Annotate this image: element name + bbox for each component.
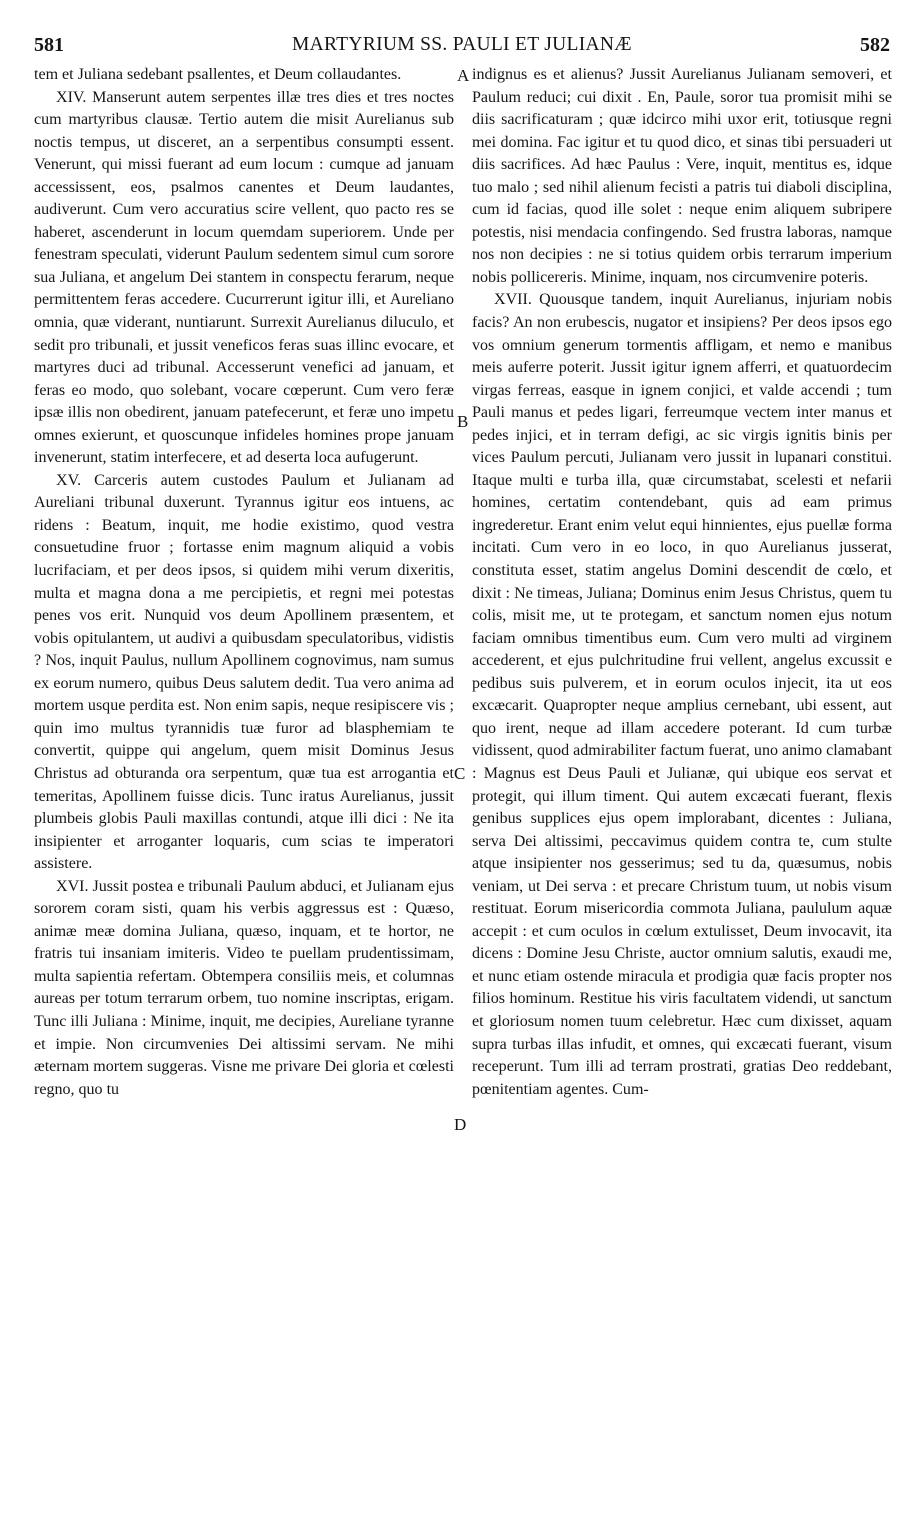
margin-marker-d: D <box>454 1115 467 1134</box>
paragraph-xvii: XVII. Quousque tandem, inquit Aurelianus, injuriam nobis facis? An non erubescis, nugator et insipiens? Per deos ipsos ego vos omnium generum tormentis affligam, et nemo e manibus meis auferre poterit. Jussit igitur ignem afferri, et quatuordecim virgas ferreas, easque in ignem conjici, et valde accendi ; tum Pauli manus et pedes ligari, ferreumque vectem inter manus et pedes injici, et in terram defigi, ac sic virgis ignitis binis per vices Paulum percuti, Julianam vero jussit in lupanari constitui. Itaque multi e turba illa, quæ circumstabat, scelesti et nefarii homines, certatim contendebant, quis ad eam primus ingrederetur. Erant enim velut equi hinnientes, ejus puellæ forma incitati. Cum vero in eo loco, in quo Aurelianus jusserat, constituta esset, statim angelus Domini descendit de cœlo, et dixit : Ne timeas, Juliana; Dominus enim Jesus Christus, quem tu colis, misit me, ut te protegam, et sanctum nomen ejus notum faciam omnibus timentibus eum. Cum vero multi ad virginem accederent, et ejus pulchritudine frui vellent, angelus excussit e pedibus suis pulverem, et in eorum oculos injecit, ita ut eos excæcarit. Quapropter neque amplius cernebant, ubi essent, aut quo irent, neque ad illam accedere poterant. Id cum turbæ vidissent, quod admirabiliter factum fuerat, uno animo clamabant : Magnus est Deus Pauli et Julianæ, qui ubique eos servat et protegit, qui illum timent. Qui autem excæcati fuerant, flexis genibus supplices ejus opem implorabant, dicentes : Juliana, serva Dei altissimi, peccavimus quidem contra te, cum stulte atque insipienter nos gesserimus; sed tu da, quæsumus, nobis veniam, ut Dei serva : et precare Christum tuum, ut nobis visum restituat. Eorum misericordia commota Juliana, paululum aquæ accepit : et cum oculos in cœlum extulisset, Deum invocavit, ita dicens : Domine Jesu Christe, auctor omnium salutis, exaudi me, et nunc etiam ostende miracula et prodigia quæ facis propter nos filios hominum. Restitue his viris facultatem videndi, ut sanctum et gloriosum nomen tuum celebretur. Hæc cum dixisset, aquam supra turbas illas infudit, et omnes, qui excæcati fuerant, visum receperunt. Tum illi ad terram prostrati, gratias Deo reddebant, pœnitentiam agentes. Cum- <box>472 291 892 1098</box>
paragraph-continuation: tem et Juliana sedebant psallentes, et Deum collaudantes. <box>34 66 402 83</box>
page-number-left: 581 <box>34 34 64 56</box>
margin-marker-a: A <box>457 66 470 85</box>
left-column <box>34 64 454 1101</box>
margin-marker-c: C <box>454 764 466 783</box>
margin-marker-b: B <box>457 412 469 431</box>
running-title: MARTYRIUM SS. PAULI ET JULIANÆ <box>292 34 632 55</box>
paragraph-xv: XV. Carceris autem custodes Paulum et Julianam ad Aureliani tribunal duxerunt. Tyrannus igitur eos intuens, ac ridens : Beatum, inquit, me hodie existimo, quod vestra consuetudine fruor ; fortasse enim magnum aliquid a vobis lucrifaciam, et per deos ipsos, si quidem mihi verum dixeritis, multa et magna dona a me percipietis, et regni mei potestas penes vos erit. Nunquid vos deum Apollinem præsentem, et vobis opitulantem, ut audivi a quibusdam speculatoribus, vidistis ? Nos, inquit Paulus, nullum Apollinem cognovimus, nam sumus ex eorum numero, quibus Deus salutem dedit. Tua vero anima ad mortem usque perdita est. Non enim sapis, neque resipiscere vis ; quin imo multus tyrannidis tuæ furor ad blasphemiam te convertit, quippe qui angelum, quem misit Dominus Jesus Christus ad obturanda ora serpentum, quæ tua est arrogantia et temeritas, Apollinem fuisse dicis. Tunc iratus Aurelianus, jussit plumbeis globis Pauli maxillas contundi, atque illi dici : Ne ita insipienter et arroganter loquaris, cum scias te imperatori assistere. <box>34 471 454 873</box>
paragraph-continuation-right: indignus es et alienus? Jussit Aurelianus Julianam semoveri, et Paulum reduci; cui dixit . En, Paule, soror tua promisit mihi se diis sacrificaturam ; quæ idcirco mihi uxor erit, totiusque regni mei domina. Fac igitur et tu quod dico, et sinas tibi persuaderi ut diis sacrifices. Ad hæc Paulus : Vere, inquit, mentitus es, idque tuo malo ; sed nihil alienum fecisti a patris tui diaboli disciplina, cum id facias, quod ille solet : neque enim aliquem subripere potestis, nisi mendacia confingendo. Sed frustra laboras, namque nos non decipies : ne si totius quidem orbis terrarum imperium nobis pollicereris. Minime, inquam, nos circumvenire poteris. <box>472 66 892 286</box>
running-header <box>34 34 890 62</box>
page-number-right: 582 <box>860 34 890 56</box>
paragraph-xvi: XVI. Jussit postea e tribunali Paulum abduci, et Julianam ejus sororem coram sisti, quam his verbis aggressus est : Quæso, animæ meæ domina Juliana, quæso, inquam, et te hortor, ne fratris tui insaniam imiteris. Video te puellam prudentissimam, multa sapientia refertam. Obtempera consiliis meis, et columnas aureas per totum terrarum orbem, tuo nomine inscriptas, erigam. Tunc illi Juliana : Minime, inquit, me decipies, Aureliane tyranne et impie. Non circumvenies Dei altissimi servam. Ne mihi æternam mortem suggeras. Visne me privare Dei gloria et cœlesti regno, quo tu <box>34 877 454 1098</box>
right-column <box>472 64 892 1101</box>
paragraph-xiv: XIV. Manserunt autem serpentes illæ tres dies et tres noctes cum martyribus clausæ. Tertio autem die misit Aurelianus sub noctis tempus, ut disceret, an a serpentibus consumpti essent. Venerunt, qui missi fuerant ad eum locum : cumque ad januam accessissent, eos, psalmos canentes et Deum laudantes, audiverunt. Cum vero accuratius scire vellent, quo pacto res se haberet, ascenderunt in locum quemdam superiorem. Unde per fenestram speculati, viderunt Paulum sedentem simul cum sorore sua Juliana, et angelum Dei stantem in conspectu ferarum, neque permittentem feras accedere. Cucurrerunt igitur illi, et Aureliano omnia, quæ viderant, nuntiarunt. Surrexit Aurelianus diluculo, et sedit pro tribunali, et jussit veneficos feras suas illinc evocare, et martyres duci ad tribunal. Accesserunt venefici ad januam, et feras eo modo, quo solebant, vocare cœperunt. Cum vero feræ ipsæ illis non obedirent, januam patefecerunt, et feræ uno impetu omnes exierunt, et quoscunque infideles homines prope januam invenerunt, statim interfecere, et ad deserta loca aufugerunt. <box>34 88 454 467</box>
